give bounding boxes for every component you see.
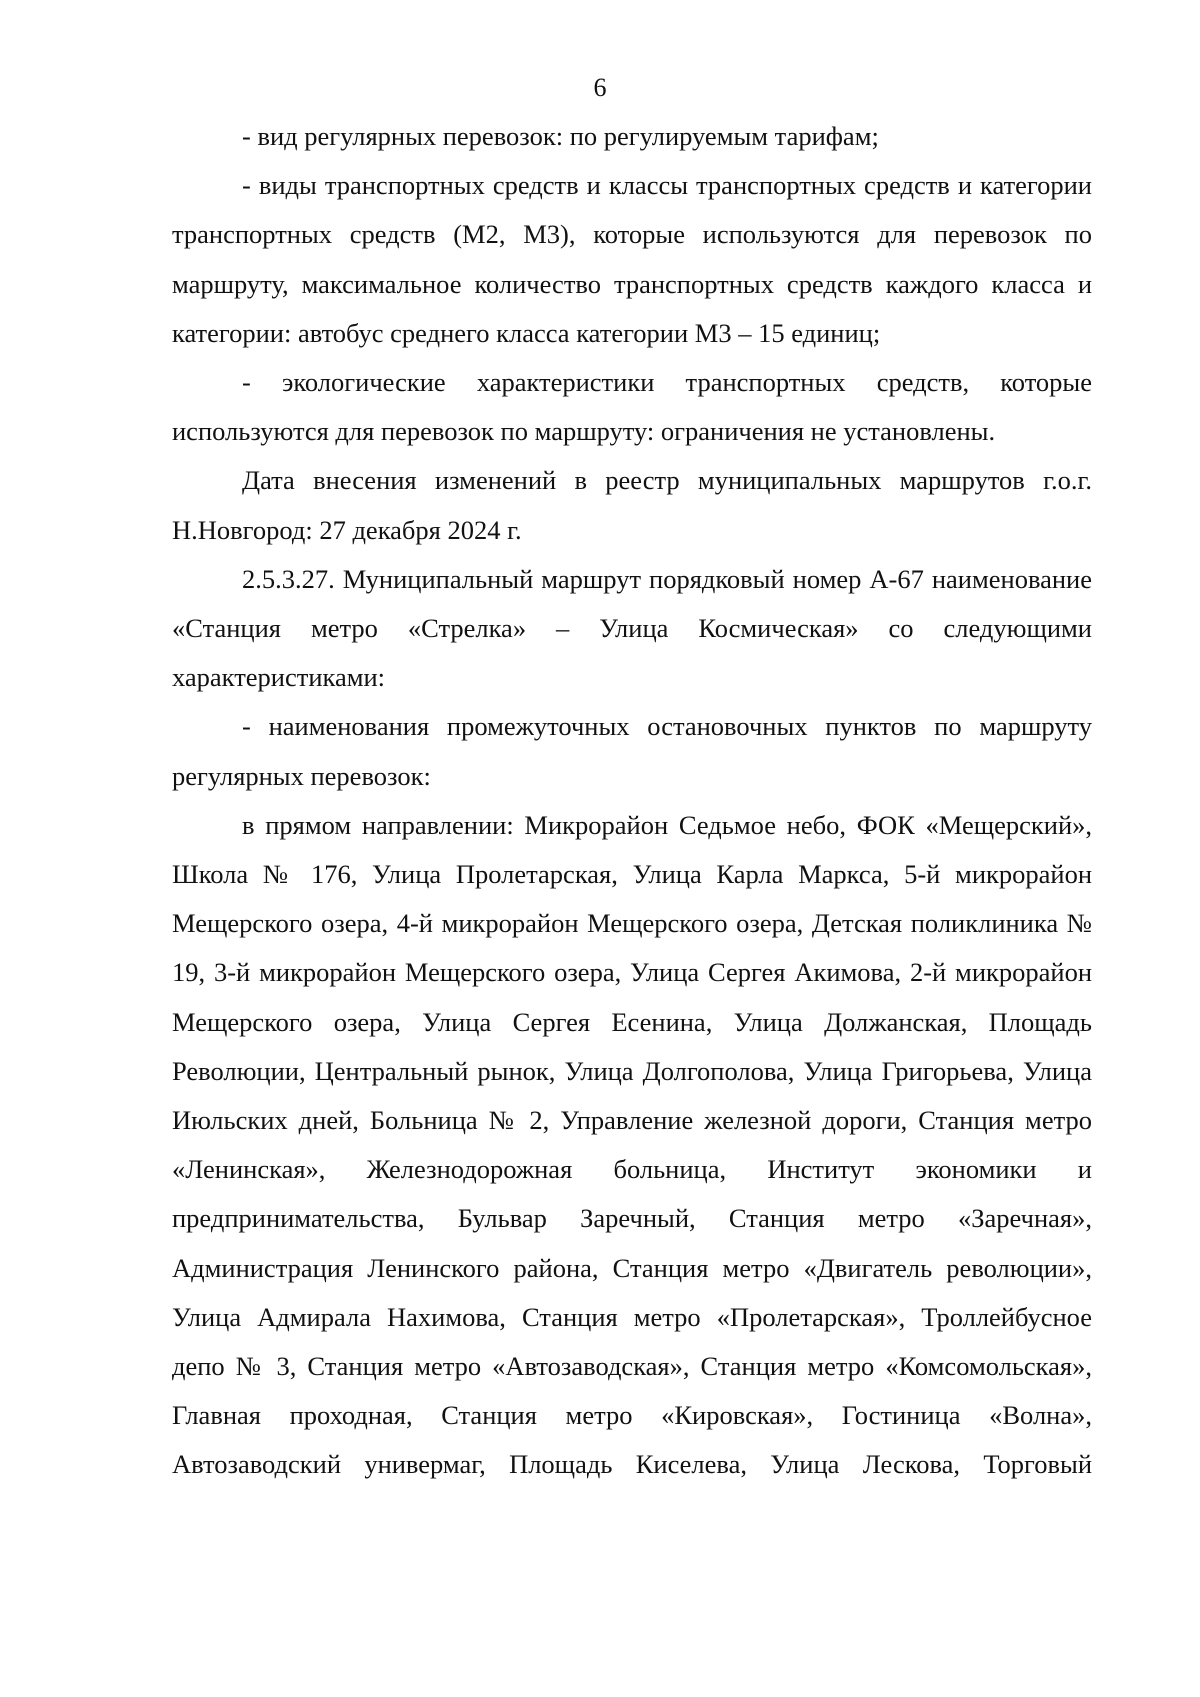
- paragraph-vehicle-classes: - виды транспортных средств и классы транспортных средств и категории транспортных средств (М2, М3), которые используются для перевозок по маршруту, максимальное количество транспортных средств каждого класса и категории: автобус среднего класса категории М3 – 15 единиц;: [172, 170, 1092, 348]
- paragraph-transport-type: - вид регулярных перевозок: по регулируемым тарифам;: [242, 121, 879, 151]
- paragraph-registry-date: Дата внесения изменений в реестр муниципальных маршрутов г.о.г. Н.Новгород: 27 декабря 2024 г.: [172, 465, 1092, 545]
- paragraph-route-title: 2.5.3.27. Муниципальный маршрут порядковый номер А-67 наименование «Станция метро «Стрелка» – Улица Космическая» со следующими характеристиками:: [172, 563, 1092, 693]
- paragraph-ecological: - экологические характеристики транспортных средств, которые используются для перевозок по маршруту: ограничения не установлены.: [172, 367, 1092, 447]
- paragraph-forward-stops: в прямом направлении: Микрорайон Седьмое небо, ФОК «Мещерский», Школа № 176, Улица Пролетарская, Улица Карла Маркса, 5-й микрорайон Мещерского озера, 4-й микрорайон Мещерского озера, Детская поликлиника № 19, 3-й микрорайон Мещерского озера, Улица Сергея Акимова, 2-й микрорайон Мещерского озера, Улица Сергея Есенина, Улица Должанская, Площадь Революции, Центральный рынок, Улица Долгополова, Улица Григорьева, Улица Июльских дней, Больница № 2, Управление железной дороги, Станция метро «Ленинская», Железнодорожная больница, Институт экономики и предпринимательства, Бульвар Заречный, Станция метро «Заречная», Администрация Ленинского района, Станция метро «Двигатель революции», Улица Адмирала Нахимова, Станция метро «Пролетарская», Троллейбусное депо № 3, Станция метро «Автозаводская», Станция метро «Комсомольская», Главная проходная, Станция метро «Кировская», Гостиница «Волна», Автозаводский универмаг, Площадь Киселева, Улица Лескова, Торговый: [172, 809, 1092, 1480]
- page-number: 6: [593, 73, 607, 102]
- document-body: [172, 112, 1092, 1490]
- paragraph-stops-heading: - наименования промежуточных остановочных пунктов по маршруту регулярных перевозок:: [172, 711, 1092, 791]
